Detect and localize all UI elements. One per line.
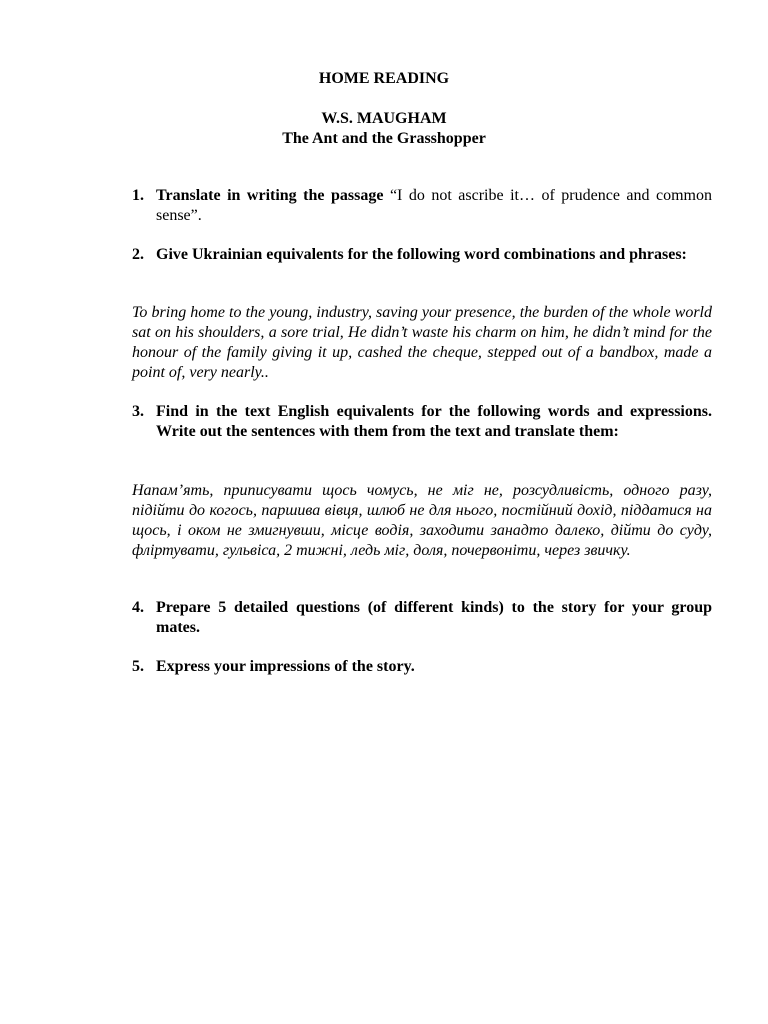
task-instruction: Translate in writing the passage — [156, 187, 384, 204]
task-text — [156, 186, 712, 226]
task-item — [132, 245, 712, 265]
task-instruction: Give Ukrainian equivalents for the following word combinations and phrases: — [156, 246, 687, 263]
task-item — [132, 657, 712, 677]
task-item — [132, 402, 712, 442]
ukrainian-phrases-list: Напам’ять, приписувати щось чомусь, не міг не, розсудливість, одного разу, підійти до когось, паршива вівця, шлюб не для нього, постійний дохід, піддатися на щось, і оком не змигнувши, місце водія, заходити занадто далеко, дійти до суду, фліртувати, гульвіса, 2 тижні, ледь міг, доля, почервоніти, через звичку. — [132, 482, 712, 559]
story-title: The Ant and the Grasshopper — [282, 130, 486, 147]
task-number: 2. — [132, 246, 144, 263]
author-name: W.S. MAUGHAM — [321, 110, 447, 127]
task-item — [132, 186, 712, 226]
page-heading: HOME READING — [318, 70, 450, 87]
task-number: 3. — [132, 403, 144, 420]
task-instruction: Express your impressions of the story. — [156, 658, 415, 675]
task-number: 1. — [132, 187, 144, 204]
task-instruction: Prepare 5 detailed questions (of different kinds) to the story for your group mates. — [156, 599, 712, 636]
english-phrases-list: To bring home to the young, industry, saving your presence, the burden of the whole world sat on his shoulders, a sore trial, He didn’t waste his charm on him, he didn’t mind for the honour of the family giving it up, cashed the cheque, stepped out of a bandbox, made a point of, very nearly.. — [132, 304, 712, 381]
task-quote: “I do not ascribe it… of prudence and common sense”. — [156, 187, 713, 224]
task-instruction: Find in the text English equivalents for the following words and expressions. Write out the sentences with them from the text and translate them: — [156, 403, 712, 440]
task-number: 4. — [132, 599, 144, 616]
task-item — [132, 598, 712, 638]
task-number: 5. — [132, 658, 144, 675]
